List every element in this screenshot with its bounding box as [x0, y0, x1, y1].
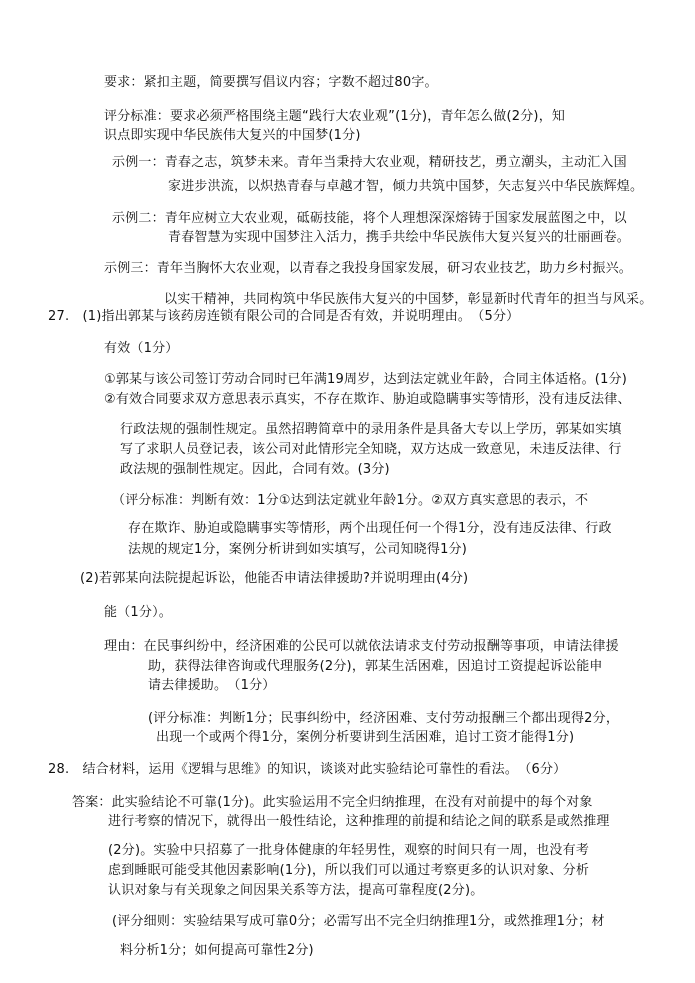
requirement-line: 要求：紧扣主题，简要撰写倡议内容；字数不超过80字。 — [104, 75, 438, 90]
answer-text: 政法规的强制性规定。因此，合同有效。(3分) — [120, 462, 390, 477]
example-three-line: 示例三：青年当胸怀大农业观，以青春之我投身国家发展，研习农业技艺，助力乡村振兴。 — [104, 261, 633, 276]
answer-text: 助，获得法律咨询或代理服务(2分)，郭某生活困难，因追讨工资提起诉讼能申 — [148, 659, 603, 674]
answer-text: (2分)。实验中只招募了一批身体健康的年轻男性，观察的时间只有一周，也没有考 — [108, 843, 590, 858]
question-28-heading: 28. 结合材料，运用《逻辑与思维》的知识，谈谈对此实验结论可靠性的看法。 （6分） — [48, 762, 567, 777]
answer-text: 理由：在民事纠纷中，经济困难的公民可以就依法请求支付劳动报酬等事项，申请法律援 — [104, 639, 619, 654]
answer-text: 答案：此实验结论不可靠(1分)。此实验运用不完全归纳推理，在没有对前提中的每个对象 — [72, 795, 593, 810]
scoring-standard-line: 评分标准：要求必须严格围绕主题“践行大农业观”(1分)，青年怎么做(2分)，知 — [104, 109, 566, 124]
answer-text: 进行考察的情况下，就得出一般性结论，这种推理的前提和结论之间的联系是或然推理 — [108, 814, 610, 829]
example-one-line: 家进步洪流，以炽热青春与卓越才智，倾力共筑中国梦，矢志复兴中华民族辉煌。 — [168, 179, 644, 194]
scoring-standard-line: 存在欺诈、胁迫或隐瞒事实等情形，两个出现任何一个得1分，没有违反法律、行政 — [128, 521, 612, 536]
question-27-heading: 27. (1)指出郭某与该药房连锁有限公司的合同是否有效，并说明理由。 （5分） — [48, 309, 520, 324]
answer-text: ②有效合同要求双方意思表示真实，不存在欺诈、胁迫或隐瞒事实等情形，没有违反法律、 — [104, 392, 631, 407]
example-one-line: 示例一：青春之志，筑梦未来。青年当秉持大农业观，精研技艺，勇立潮头，主动汇入国 — [112, 155, 627, 170]
example-two-line: 青春智慧为实现中国梦注入活力，携手共绘中华民族伟大复兴复兴的壮丽画卷。 — [168, 230, 631, 245]
answer-text: 认识对象与有关现象之间因果关系等方法，提高可靠程度(2分)。 — [108, 883, 484, 898]
scoring-standard-line: 识点即实现中华民族伟大复兴的中国梦(1分) — [104, 128, 361, 143]
scoring-standard-line: （评分标准：判断有效：1分①达到法定就业年龄1分。②双方真实意思的表示，不 — [112, 493, 589, 508]
scoring-detail-line: (评分细则：实验结果写成可靠0分；必需写出不完全归纳推理1分，或然推理1分；材 — [112, 914, 605, 929]
scoring-detail-line: 料分析1分；如何提高可靠性2分) — [120, 943, 314, 958]
answer-text: 能（1分）。 — [104, 605, 172, 620]
scoring-standard-line: (评分标准：判断1分；民事纠纷中，经济困难、支付劳动报酬三个都出现得2分， — [148, 711, 620, 726]
example-two-line: 示例二：青年应树立大农业观，砥砺技能，将个人理想深深熔铸于国家发展蓝图之中，以 — [112, 211, 627, 226]
answer-text: 写了求职人员登记表，该公司对此情形完全知晓，双方达成一致意见，未违反法律、行 — [120, 442, 622, 457]
scoring-standard-line: 出现一个或两个得1分，案例分析要讲到生活困难，追讨工资才能得1分) — [156, 730, 575, 745]
scoring-standard-line: 法规的规定1分，案例分析讲到如实填写，公司知晓得1分) — [128, 542, 468, 557]
answer-text: 行政法规的强制性规定。虽然招聘简章中的录用条件是具备大专以上学历，郭某如实填 — [120, 422, 622, 437]
answer-text: 有效（1分） — [104, 341, 179, 356]
answer-text: 虑到睡眠可能受其他因素影响(1分)，所以我们可以通过考察更多的认识对象、分析 — [108, 863, 590, 878]
example-three-line: 以实干精神，共同构筑中华民族伟大复兴的中国梦，彰显新时代青年的担当与风采。 — [164, 292, 653, 307]
answer-text: 请去律援助。 （1分） — [148, 678, 276, 693]
answer-text: ①郭某与该公司签订劳动合同时已年满19周岁，达到法定就业年龄，合同主体适格。(1分) — [104, 372, 628, 387]
question-27-2-heading: (2)若郭某向法院提起诉讼，他能否申请法律援助?并说明理由(4分) — [80, 571, 469, 586]
